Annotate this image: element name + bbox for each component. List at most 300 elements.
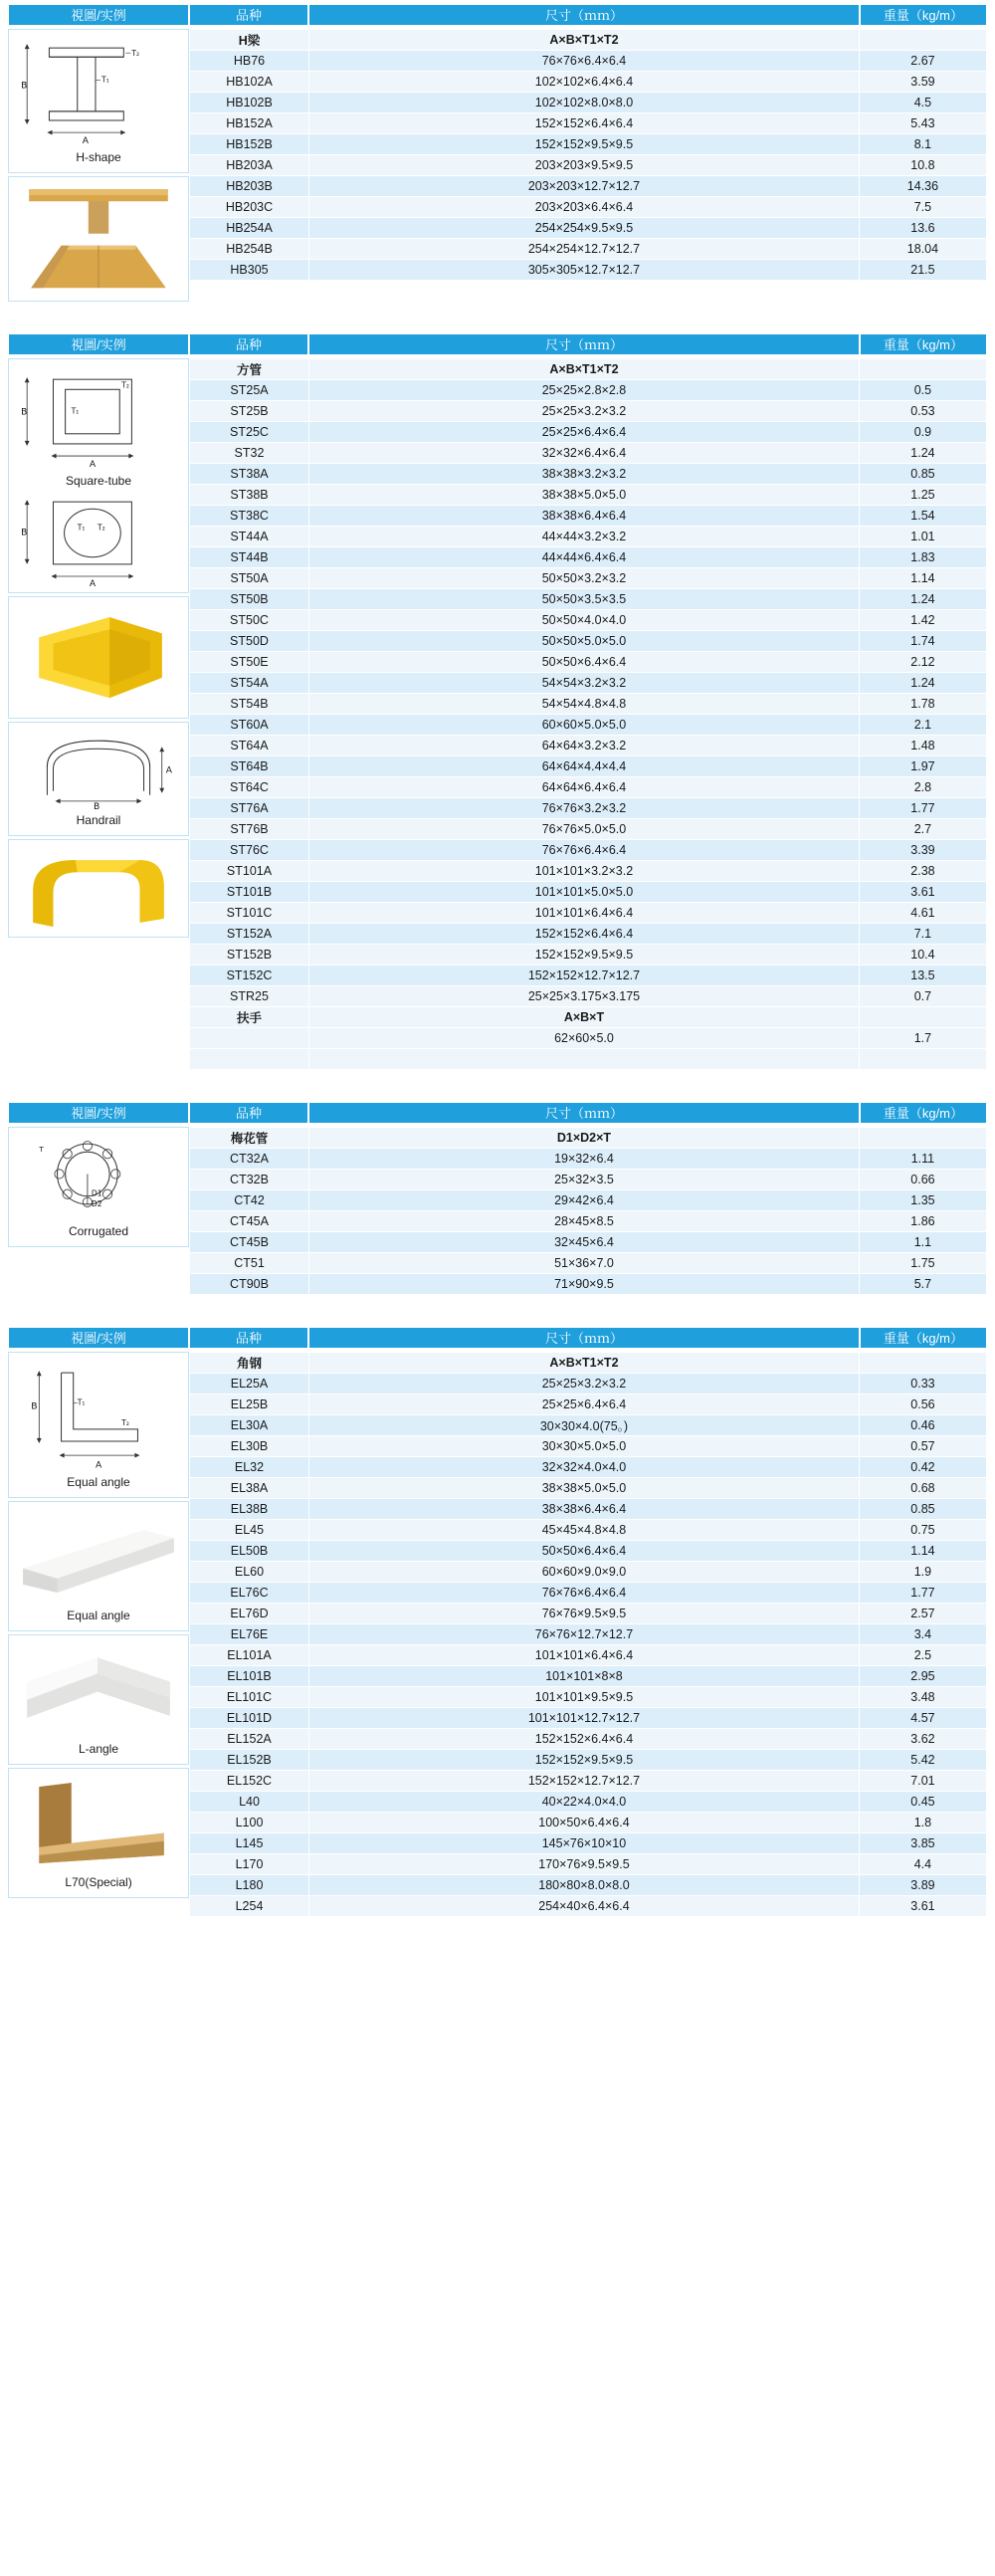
cell-size: 76×76×12.7×12.7: [309, 1623, 860, 1644]
cell-weight: 0.85: [859, 463, 986, 484]
figure-caption-l70-special: L70(Special): [65, 1875, 132, 1890]
figure-box-corrugated-diagram: [8, 1127, 189, 1247]
cell-kind: L40: [190, 1791, 309, 1812]
cell-size: 101×101×12.7×12.7: [309, 1707, 860, 1728]
table-row: [190, 1895, 987, 1916]
cell-kind: HB305: [190, 260, 309, 281]
header-kind: 品种: [189, 4, 308, 26]
cell-size: 152×152×12.7×12.7: [309, 965, 860, 985]
figure-caption-l-angle: L-angle: [78, 1742, 119, 1757]
cell-size: 62×60×5.0: [309, 1027, 860, 1048]
cell-size: 38×38×6.4×6.4: [309, 505, 860, 526]
header-weight: 重量（kg/m）: [860, 1327, 987, 1349]
table-row: [190, 155, 987, 176]
cell-size: 101×101×3.2×3.2: [309, 860, 860, 881]
equal-angle-photo-image: [13, 1508, 184, 1605]
cell-kind: CT45A: [190, 1210, 309, 1231]
table-row: [190, 1189, 987, 1210]
cell-weight: 2.95: [859, 1665, 986, 1686]
cell-weight: 3.89: [859, 1874, 986, 1895]
figure-caption-handrail: Handrail: [76, 813, 121, 828]
cell-weight: 7.5: [859, 197, 986, 218]
figure-caption-h-shape: H-shape: [76, 150, 121, 165]
cell-size: 44×44×3.2×3.2: [309, 526, 860, 546]
cell-weight: 4.57: [859, 1707, 986, 1728]
cell-kind: ST152A: [190, 923, 309, 944]
table-row: [190, 1169, 987, 1189]
cell-size: 145×76×10×10: [309, 1832, 860, 1853]
cell-size: 152×152×9.5×9.5: [309, 134, 860, 155]
svg-text:T₂: T₂: [97, 523, 105, 533]
cell-weight: 8.1: [859, 134, 986, 155]
table-row: [190, 651, 987, 672]
cell-size: A×B×T1×T2: [309, 30, 860, 51]
svg-text:A: A: [89, 459, 97, 470]
cell-kind: ST54B: [190, 693, 309, 714]
table-row: [190, 72, 987, 93]
svg-text:D2: D2: [91, 1198, 102, 1208]
header-view: 視圖/实例: [8, 4, 189, 26]
cell-weight: 4.5: [859, 93, 986, 113]
cell-kind: 角钢: [190, 1352, 309, 1373]
cell-kind: ST50E: [190, 651, 309, 672]
cell-size: 180×80×8.0×8.0: [309, 1874, 860, 1895]
cell-weight: [859, 1127, 986, 1148]
cell-weight: [859, 30, 986, 51]
table-equal-angle: [189, 1352, 987, 1917]
cell-weight: 3.61: [859, 881, 986, 902]
svg-text:B: B: [31, 1401, 38, 1412]
cell-kind: ST44A: [190, 526, 309, 546]
cell-size: 45×45×4.8×4.8: [309, 1519, 860, 1540]
cell-weight: [859, 1048, 986, 1069]
cell-weight: 0.45: [859, 1791, 986, 1812]
cell-weight: 13.5: [859, 965, 986, 985]
square-tube-diagram-icon: [13, 365, 184, 470]
table-row: [190, 1728, 987, 1749]
cell-weight: 2.8: [859, 776, 986, 797]
cell-kind: HB76: [190, 51, 309, 72]
h-beam-photo-image: [13, 183, 184, 294]
table-row: [190, 1127, 987, 1148]
header-view: 視圖/实例: [8, 1102, 189, 1124]
cell-kind: ST44B: [190, 546, 309, 567]
cell-weight: 1.77: [859, 1582, 986, 1603]
cell-weight: 1.11: [859, 1148, 986, 1169]
cell-weight: 18.04: [859, 239, 986, 260]
cell-size: 76×76×6.4×6.4: [309, 51, 860, 72]
table-row: [190, 484, 987, 505]
cell-weight: 1.35: [859, 1189, 986, 1210]
svg-text:A: A: [95, 1459, 102, 1470]
cell-kind: L145: [190, 1832, 309, 1853]
cell-kind: EL152C: [190, 1770, 309, 1791]
figure-column-equal-angle: [8, 1327, 189, 1899]
table-row: [190, 1707, 987, 1728]
cell-kind: HB102A: [190, 72, 309, 93]
cell-size: A×B×T1×T2: [309, 358, 860, 379]
section-h-shape: [0, 4, 995, 302]
cell-size: 50×50×4.0×4.0: [309, 609, 860, 630]
cell-size: 64×64×3.2×3.2: [309, 735, 860, 755]
cell-kind: ST54A: [190, 672, 309, 693]
svg-text:T₁: T₁: [77, 523, 86, 533]
table-row: [190, 797, 987, 818]
cell-kind: EL25B: [190, 1394, 309, 1414]
cell-size: 254×254×12.7×12.7: [309, 239, 860, 260]
cell-weight: 1.01: [859, 526, 986, 546]
header-kind: 品种: [189, 1102, 308, 1124]
table-row: [190, 379, 987, 400]
cell-size: 170×76×9.5×9.5: [309, 1853, 860, 1874]
cell-weight: 0.42: [859, 1456, 986, 1477]
cell-size: 76×76×6.4×6.4: [309, 1582, 860, 1603]
table-row: [190, 693, 987, 714]
cell-kind: HB203B: [190, 176, 309, 197]
cell-weight: 1.8: [859, 1812, 986, 1832]
table-row: [190, 1231, 987, 1252]
cell-kind: HB254B: [190, 239, 309, 260]
cell-weight: 5.43: [859, 113, 986, 134]
table-row: [190, 1853, 987, 1874]
cell-size: 38×38×6.4×6.4: [309, 1498, 860, 1519]
cell-size: 30×30×5.0×5.0: [309, 1435, 860, 1456]
cell-size: 152×152×6.4×6.4: [309, 1728, 860, 1749]
figure-box-equal-angle-photo: [8, 1501, 189, 1631]
cell-weight: 0.57: [859, 1435, 986, 1456]
cell-kind: ST32: [190, 442, 309, 463]
svg-text:A: A: [89, 578, 97, 586]
cell-size: 152×152×9.5×9.5: [309, 1749, 860, 1770]
table-row: [190, 442, 987, 463]
cell-size: 152×152×6.4×6.4: [309, 113, 860, 134]
cell-kind: EL30B: [190, 1435, 309, 1456]
cell-size: [309, 1048, 860, 1069]
cell-weight: 1.14: [859, 1540, 986, 1561]
svg-text:T₁: T₁: [77, 1397, 86, 1407]
cell-kind: EL76E: [190, 1623, 309, 1644]
figure-column-corrugated: [8, 1102, 189, 1247]
table-row: [190, 176, 987, 197]
table-row: [190, 1394, 987, 1414]
table-row: [190, 421, 987, 442]
cell-weight: 13.6: [859, 218, 986, 239]
table-row: [190, 609, 987, 630]
cell-weight: 5.42: [859, 1749, 986, 1770]
table-row: [190, 1686, 987, 1707]
cell-kind: L100: [190, 1812, 309, 1832]
cell-kind: EL101C: [190, 1686, 309, 1707]
header-view: 視圖/实例: [8, 333, 189, 355]
cell-weight: [859, 1352, 986, 1373]
cell-weight: 10.8: [859, 155, 986, 176]
table-row: [190, 505, 987, 526]
cell-weight: 1.1: [859, 1231, 986, 1252]
table-row: [190, 902, 987, 923]
cell-kind: HB152B: [190, 134, 309, 155]
cell-weight: 1.42: [859, 609, 986, 630]
cell-weight: 0.7: [859, 985, 986, 1006]
cell-kind: ST64A: [190, 735, 309, 755]
cell-size: A×B×T: [309, 1006, 860, 1027]
figure-box-h-shape-photo: [8, 176, 189, 301]
cell-weight: 5.7: [859, 1273, 986, 1294]
cell-weight: [859, 1006, 986, 1027]
cell-kind: EL101B: [190, 1665, 309, 1686]
table-row: [190, 588, 987, 609]
table-column-square-tube: [189, 333, 987, 1070]
cell-kind: [190, 1048, 309, 1069]
cell-kind: EL30A: [190, 1414, 309, 1435]
cell-weight: 0.75: [859, 1519, 986, 1540]
cell-size: 254×40×6.4×6.4: [309, 1895, 860, 1916]
cell-weight: 2.67: [859, 51, 986, 72]
cell-weight: 0.68: [859, 1477, 986, 1498]
cell-kind: 方管: [190, 358, 309, 379]
table-h-shape: [189, 29, 987, 281]
cell-kind: EL101A: [190, 1644, 309, 1665]
l70-special-photo-image: [13, 1775, 184, 1871]
table-row: [190, 1812, 987, 1832]
header-weight: 重量（kg/m）: [860, 333, 987, 355]
table-corrugated: [189, 1127, 987, 1295]
table-row: [190, 134, 987, 155]
table-row: [190, 923, 987, 944]
table-row: [190, 218, 987, 239]
table-row: [190, 1435, 987, 1456]
cell-size: 101×101×9.5×9.5: [309, 1686, 860, 1707]
cell-kind: ST25A: [190, 379, 309, 400]
header-size: 尺寸（ｍｍ）: [308, 1102, 860, 1124]
cell-weight: 0.9: [859, 421, 986, 442]
cell-kind: ST101C: [190, 902, 309, 923]
cell-weight: 7.01: [859, 1770, 986, 1791]
figure-box-h-shape-diagram: [8, 29, 189, 173]
table-row: [190, 1352, 987, 1373]
cell-size: 203×203×9.5×9.5: [309, 155, 860, 176]
table-row: [190, 1519, 987, 1540]
figure-box-handrail-photo: [8, 839, 189, 938]
cell-size: 38×38×3.2×3.2: [309, 463, 860, 484]
cell-weight: 0.56: [859, 1394, 986, 1414]
header-kind: 品种: [189, 333, 308, 355]
cell-kind: ST50C: [190, 609, 309, 630]
header-size: 尺寸（ｍｍ）: [308, 333, 860, 355]
cell-kind: CT51: [190, 1252, 309, 1273]
cell-kind: CT42: [190, 1189, 309, 1210]
cell-weight: 2.1: [859, 714, 986, 735]
cell-size: 25×25×2.8×2.8: [309, 379, 860, 400]
table-column-corrugated: [189, 1102, 987, 1295]
figure-column-square-tube: [8, 333, 189, 939]
cell-size: 152×152×9.5×9.5: [309, 944, 860, 965]
svg-text:B: B: [21, 81, 28, 92]
table-row: [190, 1832, 987, 1853]
cell-size: 25×25×3.2×3.2: [309, 1373, 860, 1394]
header-kind: 品种: [189, 1327, 308, 1349]
header-weight: 重量（kg/m）: [860, 4, 987, 26]
cell-kind: ST101A: [190, 860, 309, 881]
table-row: [190, 1665, 987, 1686]
cell-weight: 3.62: [859, 1728, 986, 1749]
cell-kind: EL76C: [190, 1582, 309, 1603]
table-row: [190, 1603, 987, 1623]
cell-size: 76×76×5.0×5.0: [309, 818, 860, 839]
cell-weight: 4.61: [859, 902, 986, 923]
table-row: [190, 1582, 987, 1603]
cell-weight: 1.25: [859, 484, 986, 505]
cell-size: 19×32×6.4: [309, 1148, 860, 1169]
cell-kind: STR25: [190, 985, 309, 1006]
cell-kind: CT90B: [190, 1273, 309, 1294]
table-header-corrugated: [189, 1102, 987, 1124]
table-row: [190, 93, 987, 113]
corrugated-diagram-icon: [13, 1134, 184, 1220]
cell-kind: ST25B: [190, 400, 309, 421]
table-header-equal-angle: [189, 1327, 987, 1349]
table-row: [190, 776, 987, 797]
cell-weight: 1.77: [859, 797, 986, 818]
cell-weight: 3.61: [859, 1895, 986, 1916]
table-row: [190, 1770, 987, 1791]
table-row: [190, 672, 987, 693]
svg-text:T: T: [39, 1144, 44, 1154]
cell-size: 50×50×6.4×6.4: [309, 651, 860, 672]
cell-kind: ST50B: [190, 588, 309, 609]
round-tube-diagram-icon: [13, 490, 184, 586]
cell-kind: 梅花管: [190, 1127, 309, 1148]
cell-size: 38×38×5.0×5.0: [309, 1477, 860, 1498]
table-row: [190, 1749, 987, 1770]
cell-kind: ST152C: [190, 965, 309, 985]
svg-text:T₂: T₂: [121, 1417, 129, 1427]
cell-weight: 1.24: [859, 442, 986, 463]
cell-weight: 2.38: [859, 860, 986, 881]
svg-text:T₁: T₁: [101, 75, 109, 85]
svg-text:B: B: [21, 407, 28, 418]
cell-size: 25×32×3.5: [309, 1169, 860, 1189]
cell-size: 64×64×4.4×4.4: [309, 755, 860, 776]
table-row: [190, 463, 987, 484]
cell-size: 152×152×12.7×12.7: [309, 1770, 860, 1791]
table-header-square-tube: [189, 333, 987, 355]
cell-size: 64×64×6.4×6.4: [309, 776, 860, 797]
section-equal-angle: [0, 1327, 995, 1917]
cell-kind: 扶手: [190, 1006, 309, 1027]
table-row: [190, 1477, 987, 1498]
cell-weight: 1.86: [859, 1210, 986, 1231]
cell-size: 203×203×12.7×12.7: [309, 176, 860, 197]
table-column-h-shape: [189, 4, 987, 281]
cell-weight: 0.5: [859, 379, 986, 400]
svg-text:B: B: [21, 528, 28, 538]
cell-kind: ST76A: [190, 797, 309, 818]
cell-kind: ST76C: [190, 839, 309, 860]
table-row: [190, 1210, 987, 1231]
cell-weight: 1.97: [859, 755, 986, 776]
cell-size: 76×76×6.4×6.4: [309, 839, 860, 860]
cell-size: 25×25×3.175×3.175: [309, 985, 860, 1006]
svg-text:A: A: [165, 765, 173, 776]
cell-weight: 3.85: [859, 1832, 986, 1853]
cell-size: 101×101×8×8: [309, 1665, 860, 1686]
cell-kind: ST25C: [190, 421, 309, 442]
table-row: [190, 197, 987, 218]
cell-weight: 3.48: [859, 1686, 986, 1707]
cell-kind: EL152B: [190, 1749, 309, 1770]
cell-kind: CT45B: [190, 1231, 309, 1252]
cell-kind: HB254A: [190, 218, 309, 239]
cell-kind: EL25A: [190, 1373, 309, 1394]
cell-kind: HB203C: [190, 197, 309, 218]
cell-size: 60×60×9.0×9.0: [309, 1561, 860, 1582]
cell-kind: L170: [190, 1853, 309, 1874]
cell-weight: 10.4: [859, 944, 986, 965]
square-tube-photo-image: [13, 603, 184, 712]
cell-kind: ST38B: [190, 484, 309, 505]
cell-size: 29×42×6.4: [309, 1189, 860, 1210]
cell-size: 102×102×8.0×8.0: [309, 93, 860, 113]
cell-weight: 2.12: [859, 651, 986, 672]
cell-weight: 0.53: [859, 400, 986, 421]
table-row: [190, 239, 987, 260]
cell-size: 25×25×6.4×6.4: [309, 421, 860, 442]
handrail-diagram-icon: [13, 729, 184, 809]
table-row: [190, 1644, 987, 1665]
figure-box-l-angle-photo: [8, 1634, 189, 1765]
cell-size: 101×101×6.4×6.4: [309, 1644, 860, 1665]
table-row: [190, 1623, 987, 1644]
cell-size: 28×45×8.5: [309, 1210, 860, 1231]
cell-size: 100×50×6.4×6.4: [309, 1812, 860, 1832]
table-row: [190, 755, 987, 776]
cell-size: 44×44×6.4×6.4: [309, 546, 860, 567]
cell-weight: [859, 358, 986, 379]
cell-kind: EL101D: [190, 1707, 309, 1728]
table-row: [190, 944, 987, 965]
header-size: 尺寸（ｍｍ）: [308, 1327, 860, 1349]
table-row: [190, 1148, 987, 1169]
table-row: [190, 358, 987, 379]
table-row: [190, 1048, 987, 1069]
figure-box-square-tube-photo: [8, 596, 189, 719]
table-row: [190, 1456, 987, 1477]
cell-size: 54×54×3.2×3.2: [309, 672, 860, 693]
cell-weight: 1.75: [859, 1252, 986, 1273]
figure-box-equal-angle-diagram: [8, 1352, 189, 1498]
cell-kind: ST60A: [190, 714, 309, 735]
svg-text:A: A: [82, 136, 90, 147]
cell-weight: 2.5: [859, 1644, 986, 1665]
cell-kind: HB203A: [190, 155, 309, 176]
cell-weight: 1.74: [859, 630, 986, 651]
cell-size: 25×25×6.4×6.4: [309, 1394, 860, 1414]
cell-weight: 21.5: [859, 260, 986, 281]
cell-size: 101×101×5.0×5.0: [309, 881, 860, 902]
cell-size: 50×50×3.5×3.5: [309, 588, 860, 609]
table-row: [190, 714, 987, 735]
cell-size: 76×76×3.2×3.2: [309, 797, 860, 818]
cell-kind: EL32: [190, 1456, 309, 1477]
table-row: [190, 985, 987, 1006]
svg-text:T₂: T₂: [131, 49, 140, 59]
cell-kind: HB152A: [190, 113, 309, 134]
cell-size: 30×30×4.0(75。): [309, 1414, 860, 1435]
table-row: [190, 860, 987, 881]
cell-weight: 2.57: [859, 1603, 986, 1623]
cell-kind: CT32A: [190, 1148, 309, 1169]
table-row: [190, 30, 987, 51]
